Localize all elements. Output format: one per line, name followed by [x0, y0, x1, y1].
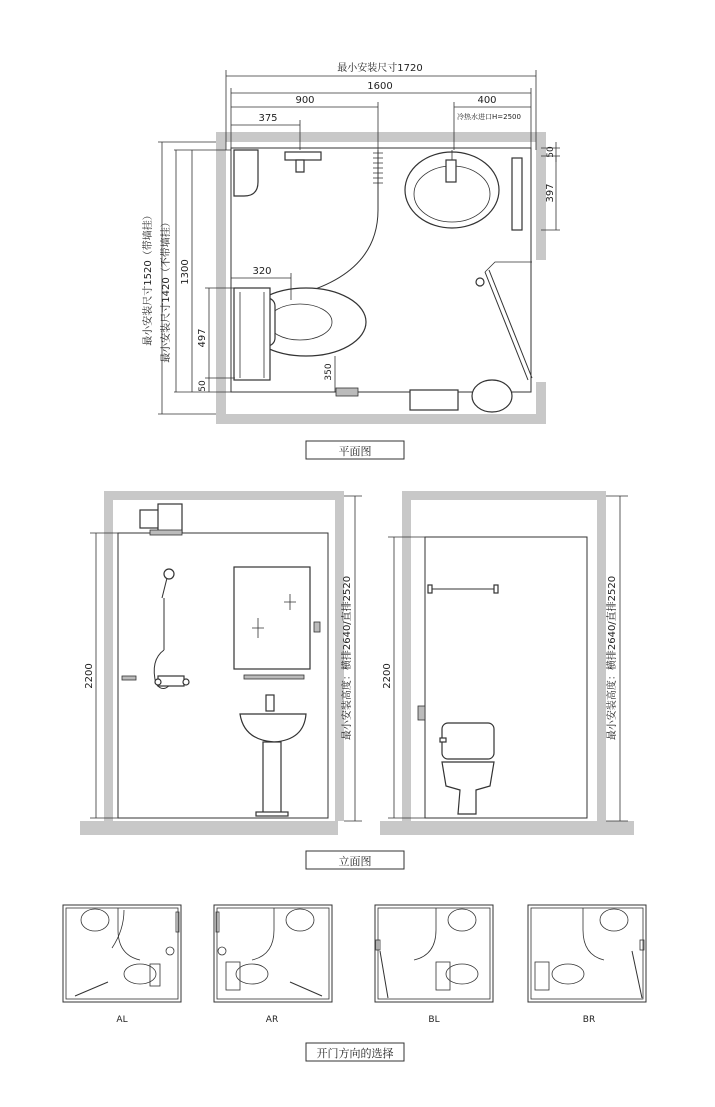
elev-toilet-tank: [442, 723, 494, 759]
dim-toilet-offset: 320: [252, 266, 272, 277]
elev-sink: [240, 714, 306, 742]
elev-right-vlabel: 最小安装高度：横排2640/直排2520: [607, 575, 618, 741]
door-option-al: [63, 905, 181, 1025]
plan-caption: 平面图: [338, 445, 372, 458]
pipe-note: 冷热水进口H=2500: [457, 113, 521, 121]
plan-door: [485, 272, 528, 380]
plan-towel-rail: [512, 158, 522, 230]
plan-wall-left: [216, 132, 226, 424]
door-caption: 开门方向的选择: [316, 1047, 394, 1060]
dim-shower: 375: [258, 113, 278, 124]
mirror-shelf: [244, 675, 304, 679]
dim-top-gap: 50: [546, 146, 556, 158]
dim-min-install-width: 最小安装尺寸1720: [337, 63, 423, 74]
vlabel-with-edge: 最小安装尺寸1520（带墙挂）: [143, 210, 154, 346]
mirror: [234, 567, 310, 669]
elev-left-vlabel: 最小安装高度：横排2640/直排2520: [342, 575, 353, 741]
dim-toilet-center: 350: [324, 363, 334, 381]
elev-left-height: 2200: [84, 663, 95, 689]
plan-curtain-track: [300, 150, 378, 294]
dim-left-height: 1300: [180, 259, 191, 285]
plan-corner-shelf: [234, 150, 258, 196]
dim-bottom-gap: 50: [198, 380, 208, 392]
shower-head: [164, 569, 174, 579]
plan-shower-valve: [285, 152, 321, 160]
dim-left-span: 900: [295, 95, 315, 106]
dim-right-span: 400: [477, 95, 497, 106]
door-label-al: AL: [116, 1015, 128, 1025]
dim-overall: 1600: [367, 81, 393, 92]
sink-pedestal: [263, 742, 281, 814]
door-option-br: [528, 905, 646, 1025]
dim-sink-depth: 397: [545, 183, 556, 203]
elev-right-height: 2200: [382, 663, 393, 689]
elev-toilet-bowl: [442, 762, 494, 814]
vlabel-without-edge: 最小安装尺寸1420（不带墙挂）: [161, 217, 172, 363]
tissue-holder: [418, 706, 425, 720]
plan-grab-bar: [234, 288, 270, 380]
door-label-br: BR: [582, 1015, 596, 1025]
door-label-ar: AR: [265, 1015, 279, 1025]
elev-caption: 立面图: [338, 855, 372, 868]
plan-floor-drain: [336, 388, 358, 396]
plan-view: [141, 61, 560, 459]
door-option-ar: [214, 905, 332, 1025]
door-label-bl: BL: [428, 1015, 440, 1025]
plan-waste-box: [410, 390, 458, 410]
elevation-view: [80, 491, 634, 869]
door-options: [63, 905, 646, 1061]
plan-wall-top: [216, 132, 546, 142]
door-option-bl: [375, 905, 493, 1025]
plan-wall-right-bottom: [536, 382, 546, 424]
dim-toilet-depth: 497: [197, 328, 208, 348]
shower-mixer: [158, 676, 184, 686]
plan-wall-bottom: [216, 414, 546, 424]
plan-waste-pipe: [472, 380, 512, 412]
